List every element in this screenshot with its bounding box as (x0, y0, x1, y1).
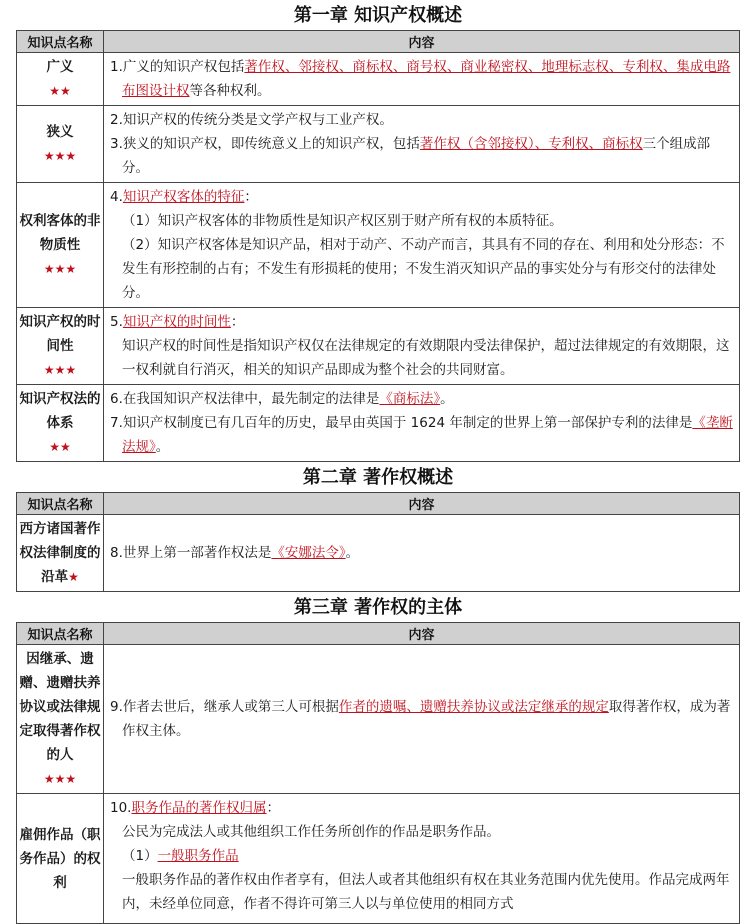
table-row (17, 385, 740, 462)
content-paragraph: 7.知识产权制度已有几百年的历史，最早由英国于 1624 年制定的世界上第一部保护专利的法律是《垄断法规》。 (110, 415, 733, 455)
knowledge-point-name: 权利客体的非物质性 (19, 213, 101, 253)
table-row (17, 794, 740, 924)
knowledge-point-cell (17, 794, 104, 924)
knowledge-point-cell (17, 385, 104, 462)
knowledge-point-name: 知识产权的时间性 (19, 314, 101, 354)
importance-stars: ★ (68, 570, 79, 584)
column-header-content: 内容 (104, 31, 740, 53)
knowledge-point-name: 知识产权法的体系 (19, 391, 101, 431)
column-header-content: 内容 (104, 623, 740, 645)
table-header-row (17, 493, 740, 515)
content-paragraph: （1）知识产权客体的非物质性是知识产权区别于财产所有权的本质特征。 (122, 213, 563, 229)
content-paragraph: 8.世界上第一部著作权法是《安娜法令》。 (110, 545, 360, 561)
key-term: 著作权、邻接权、商标权、商号权、商业秘密权、地理标志权、专利权、集成电路布图设计权 (122, 59, 731, 99)
knowledge-point-name: 雇佣作品（职务作品）的权利 (19, 826, 101, 891)
content-paragraph: 知识产权的时间性是指知识产权仅在法律规定的有效期限内受法律保护，超过法律规定的有效期限，这一权利就自行消灭，相关的知识产品即成为整个社会的共同财富。 (122, 338, 730, 378)
knowledge-point-cell (17, 183, 104, 308)
content-cell (104, 183, 740, 308)
content-paragraph: 公民为完成法人或其他组织工作任务所创作的作品是职务作品。 (122, 824, 500, 840)
chapter-title: 第三章 著作权的主体 (293, 597, 463, 618)
content-paragraph: 5.知识产权的时间性： (110, 314, 245, 330)
content-cell (104, 308, 740, 385)
document-page (16, 0, 740, 924)
chapter-title: 第二章 著作权概述 (302, 467, 454, 488)
key-term: 《商标法》 (379, 391, 441, 407)
table-row (17, 515, 740, 592)
key-term: 《安娜法令》 (271, 545, 346, 561)
key-term: 知识产权客体的特征 (122, 189, 245, 205)
content-paragraph: 10.职务作品的著作权归属： (110, 800, 280, 816)
knowledge-point-cell (17, 515, 104, 592)
importance-stars: ★★ (49, 440, 71, 454)
importance-stars: ★★★ (43, 772, 77, 786)
importance-stars: ★★★ (43, 363, 77, 377)
knowledge-point-name: 广义 (46, 59, 74, 75)
importance-stars: ★★★ (43, 149, 77, 163)
content-paragraph: 9.作者去世后，继承人或第三人可根据作者的遗嘱、遗赠扶养协议或法定继承的规定取得著作权，成为著作权主体。 (110, 699, 731, 739)
content-cell (104, 645, 740, 794)
knowledge-point-cell (17, 106, 104, 183)
content-paragraph: （2）知识产权客体是知识产品，相对于动产、不动产而言，其具有不同的存在、利用和处分形态：不发生有形控制的占有；不发生有形损耗的使用；不发生消灭知识产品的事实处分与有形交付的法律处分。 (122, 237, 725, 301)
table-header-row (17, 623, 740, 645)
content-paragraph: 4.知识产权客体的特征： (110, 189, 258, 205)
content-cell (104, 515, 740, 592)
content-paragraph: 一般职务作品的著作权由作者享有，但法人或者其他组织有权在其业务范围内优先使用。作品完成两年内，未经单位同意，作者不得许可第三人以与单位使用的相同方式 (122, 872, 730, 912)
content-paragraph: 2.知识产权的传统分类是文学产权与工业产权。 (110, 112, 393, 128)
table-header-row (17, 31, 740, 53)
knowledge-point-name: 狭义 (46, 124, 74, 140)
key-term: 一般职务作品 (157, 848, 239, 864)
column-header-name: 知识点名称 (17, 31, 104, 53)
knowledge-point-cell (17, 645, 104, 794)
knowledge-table (16, 30, 740, 462)
knowledge-table (16, 622, 740, 924)
table-row (17, 308, 740, 385)
content-paragraph: （1）一般职务作品 (122, 848, 239, 864)
knowledge-point-name: 因继承、遗赠、遗赠扶养协议或法律规定取得著作权的人 (19, 651, 101, 763)
key-term: 作者的遗嘱、遗赠扶养协议或法定继承的规定 (338, 699, 609, 715)
content-paragraph: 1.广义的知识产权包括著作权、邻接权、商标权、商号权、商业秘密权、地理标志权、专利权、集成电路布图设计权等各种权利。 (110, 59, 731, 99)
content-cell (104, 794, 740, 924)
content-paragraph: 6.在我国知识产权法律中，最先制定的法律是《商标法》。 (110, 391, 454, 407)
knowledge-point-name: 西方诸国著作权法律制度的沿革 (19, 521, 101, 585)
table-row (17, 645, 740, 794)
knowledge-point-cell (17, 53, 104, 106)
table-row (17, 183, 740, 308)
key-term: 《垄断法规》 (122, 415, 733, 455)
column-header-name: 知识点名称 (17, 623, 104, 645)
key-term: 著作权（含邻接权）、专利权、商标权 (419, 136, 643, 152)
chapter-title: 第一章 知识产权概述 (293, 5, 463, 26)
importance-stars: ★★★ (43, 262, 77, 276)
table-row (17, 53, 740, 106)
content-cell (104, 53, 740, 106)
column-header-name: 知识点名称 (17, 493, 104, 515)
key-term: 知识产权的时间性 (122, 314, 231, 330)
content-cell (104, 385, 740, 462)
content-cell (104, 106, 740, 183)
knowledge-point-cell (17, 308, 104, 385)
table-row (17, 106, 740, 183)
column-header-content: 内容 (104, 493, 740, 515)
importance-stars: ★★ (49, 84, 71, 98)
knowledge-table (16, 492, 740, 592)
key-term: 职务作品的著作权归属 (131, 800, 267, 816)
content-paragraph: 3.狭义的知识产权，即传统意义上的知识产权，包括著作权（含邻接权）、专利权、商标权三个组成部分。 (110, 136, 711, 176)
